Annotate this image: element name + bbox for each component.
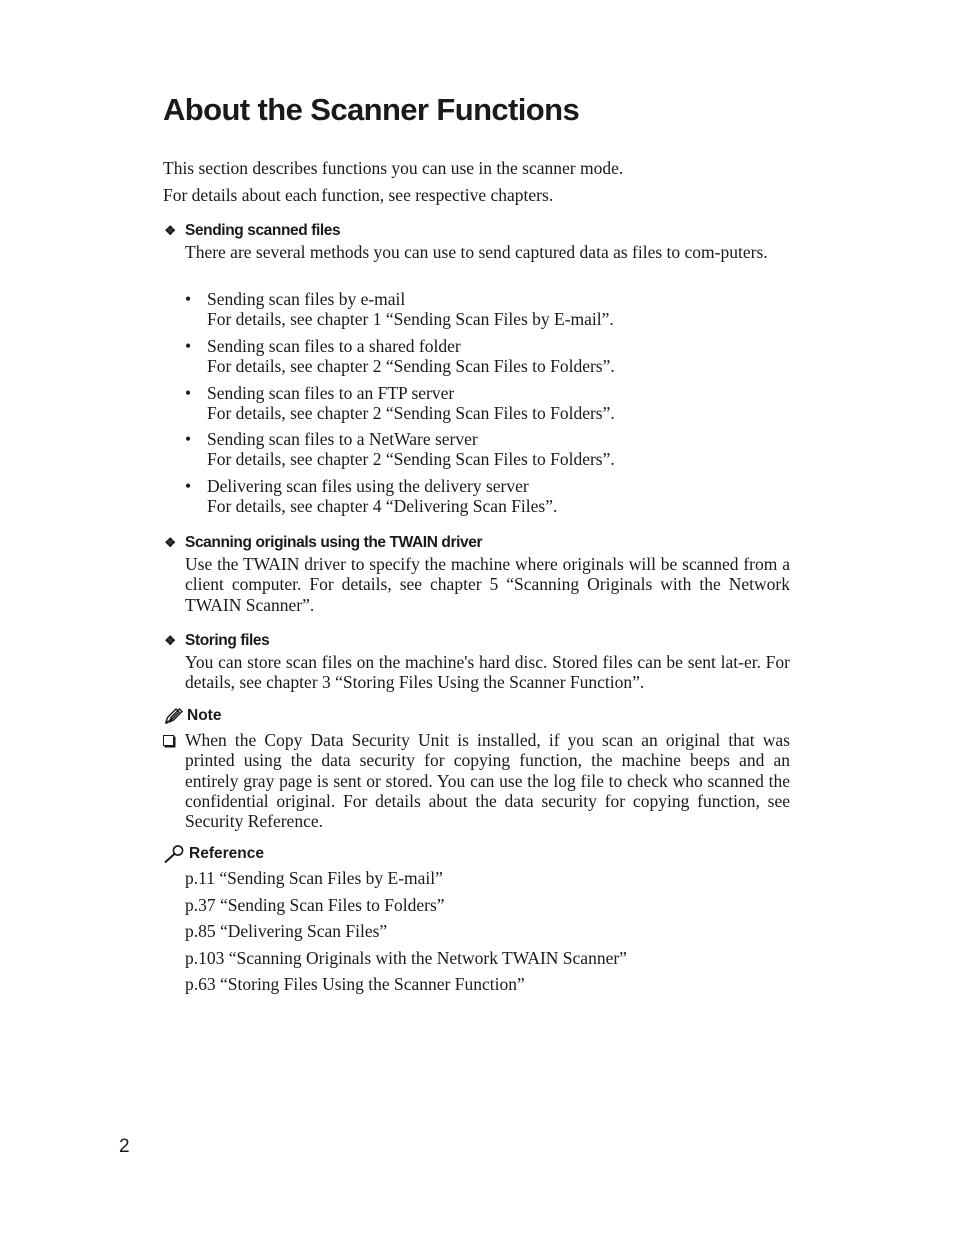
reference-heading-text: Reference — [189, 845, 264, 862]
section-heading-text: Sending scanned files — [185, 222, 341, 239]
list-item — [185, 429, 790, 470]
bullet-dot-icon: • — [185, 383, 192, 403]
list-item-main: Sending scan files to an FTP server — [207, 383, 455, 403]
bullet-dot-icon: • — [185, 429, 192, 449]
section-text-twain: Use the TWAIN driver to specify the machine where originals will be scanned from a client computer. For details, see chapter 5 “Scanning Originals with the Network TWAIN Scanner”. — [185, 554, 790, 615]
list-item-detail: For details, see chapter 2 “Sending Scan Files to Folders”. — [207, 356, 615, 377]
reference-item: p.11 “Sending Scan Files by E-mail” — [185, 868, 443, 888]
list-item — [185, 336, 790, 377]
list-item-detail: For details, see chapter 2 “Sending Scan Files to Folders”. — [207, 403, 615, 424]
checkbox-square-icon — [163, 735, 174, 746]
list-item-main: Delivering scan files using the delivery server — [207, 476, 529, 496]
intro-line-1: This section describes functions you can use in the scanner mode. — [163, 158, 624, 178]
section-heading-sending — [163, 221, 340, 241]
note-heading — [163, 706, 221, 726]
diamond-bullet-icon: ❖ — [164, 535, 176, 550]
list-item-main: Sending scan files by e-mail — [207, 289, 406, 309]
list-item — [185, 289, 790, 330]
note-text: When the Copy Data Security Unit is installed, if you scan an original that was printed using the data security for copying function, the machine beeps and an entirely gray page is sent or stored. You can use the log file to check who scanned the confidential original. For details about the data security for copying function, see Security Reference. — [185, 730, 790, 832]
note-heading-text: Note — [187, 707, 222, 724]
bullet-dot-icon: • — [185, 476, 192, 496]
section-text-sending: There are several methods you can use to send captured data as files to com-puters. — [185, 242, 768, 262]
list-item-detail: For details, see chapter 2 “Sending Scan Files to Folders”. — [207, 449, 615, 470]
reference-item: p.63 “Storing Files Using the Scanner Function” — [185, 974, 525, 994]
pencil-note-icon — [163, 707, 183, 725]
note-item — [163, 730, 790, 831]
section-heading-text: Storing files — [185, 632, 270, 649]
page-title: About the Scanner Functions — [163, 92, 580, 127]
reference-item: p.103 “Scanning Originals with the Network TWAIN Scanner” — [185, 948, 627, 968]
list-item-detail: For details, see chapter 4 “Delivering Scan Files”. — [207, 496, 558, 517]
list-item — [185, 476, 790, 517]
bullet-dot-icon: • — [185, 336, 192, 356]
section-heading-twain — [163, 533, 482, 553]
list-item — [185, 383, 790, 424]
reference-item: p.37 “Sending Scan Files to Folders” — [185, 895, 445, 915]
list-item-main: Sending scan files to a shared folder — [207, 336, 461, 356]
diamond-bullet-icon: ❖ — [164, 223, 176, 238]
magnifier-reference-icon — [163, 844, 185, 864]
page-number: 2 — [119, 1136, 130, 1157]
diamond-bullet-icon: ❖ — [164, 633, 176, 648]
section-heading-text: Scanning originals using the TWAIN driver — [185, 534, 483, 551]
bullet-dot-icon: • — [185, 289, 192, 309]
reference-heading — [163, 844, 264, 864]
section-text-storing: You can store scan files on the machine's hard disc. Stored files can be sent lat-er. For details, see chapter 3 “Storing Files Using the Scanner Function”. — [185, 652, 790, 693]
section-heading-storing — [163, 631, 269, 651]
list-item-detail: For details, see chapter 1 “Sending Scan Files by E-mail”. — [207, 309, 614, 330]
list-item-main: Sending scan files to a NetWare server — [207, 429, 478, 449]
reference-item: p.85 “Delivering Scan Files” — [185, 921, 388, 941]
intro-line-2: For details about each function, see respective chapters. — [163, 185, 554, 205]
